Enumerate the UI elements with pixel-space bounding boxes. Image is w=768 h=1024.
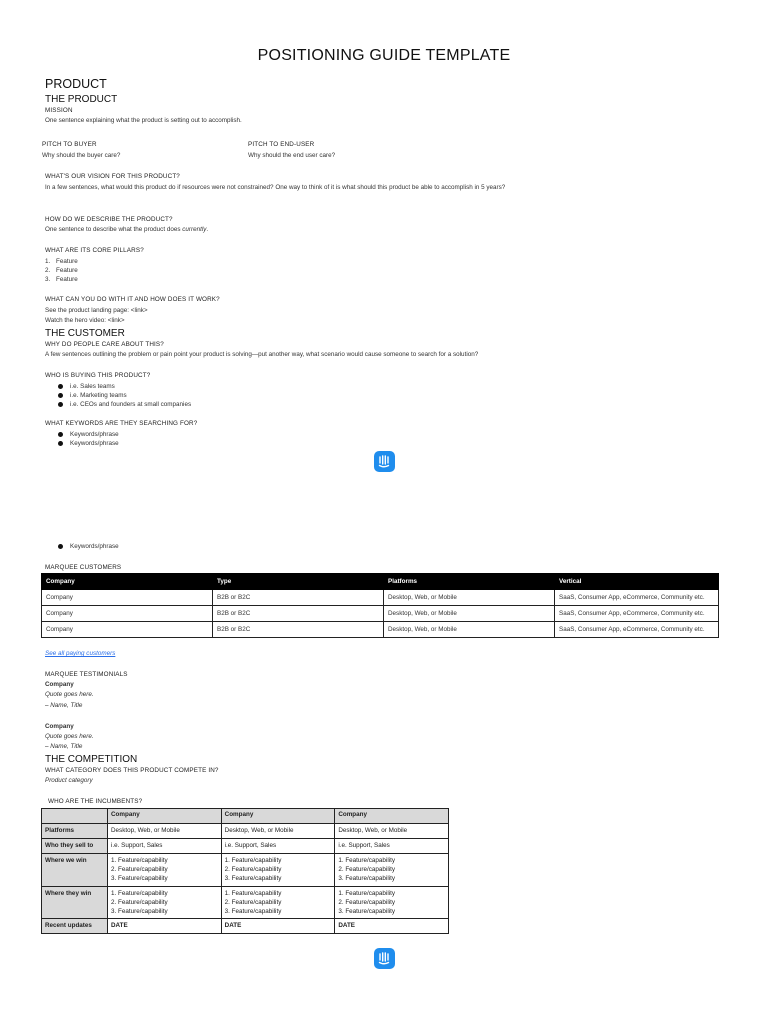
how-line-video: Watch the hero video: <link> (45, 317, 125, 324)
testimonial-attribution: – Name, Title (45, 743, 83, 750)
pillars-label: WHAT ARE ITS CORE PILLARS? (45, 247, 144, 254)
table-cell: Company (42, 622, 213, 638)
bullet-icon (58, 402, 63, 407)
list-item: 2. Feature (45, 267, 78, 274)
care-text: A few sentences outlining the problem or pain point your product is solving—put another way, what scenario would cause someone to search for a solution? (45, 351, 479, 358)
list-item: i.e. Sales teams (58, 383, 115, 390)
page-title: POSITIONING GUIDE TEMPLATE (257, 47, 511, 64)
table-cell: i.e. Support, Sales (335, 839, 449, 854)
row-header: Recent updates (42, 919, 108, 934)
bullet-icon (58, 441, 63, 446)
testimonials-label: MARQUEE TESTIMONIALS (45, 671, 128, 678)
bullet-icon (58, 393, 63, 398)
pitch-end-user-text: Why should the end user care? (248, 152, 336, 159)
table-cell: Desktop, Web, or Mobile (384, 622, 555, 638)
see-all-customers-link[interactable]: See all paying customers (45, 650, 116, 657)
column-header: Type (213, 574, 384, 590)
section-heading-product: PRODUCT (45, 77, 107, 91)
list-item: Keywords/phrase (58, 431, 119, 438)
column-header (42, 809, 108, 824)
table-header-row (42, 809, 449, 824)
table-cell: Company (42, 606, 213, 622)
table-header-row (42, 574, 719, 590)
row-header: Where we win (42, 854, 108, 887)
table-row (42, 622, 719, 638)
testimonial-company: Company (45, 723, 74, 730)
table-cell: B2B or B2C (213, 606, 384, 622)
table-cell: 1. Feature/capability 2. Feature/capability 3. Feature/capability (108, 886, 222, 919)
table-cell: DATE (335, 919, 449, 934)
category-label: WHAT CATEGORY DOES THIS PRODUCT COMPETE IN? (45, 767, 219, 774)
bullet-icon (58, 384, 63, 389)
table-cell: SaaS, Consumer App, eCommerce, Community etc. (555, 590, 719, 606)
customers-table (41, 573, 719, 638)
intercom-logo-icon (374, 451, 395, 472)
intercom-logo-icon (374, 948, 395, 969)
table-row (42, 839, 449, 854)
table-cell: i.e. Support, Sales (108, 839, 222, 854)
list-item: Keywords/phrase (58, 543, 119, 550)
subheading-the-competition: THE COMPETITION (45, 754, 138, 765)
bullet-icon (58, 432, 63, 437)
list-item: Keywords/phrase (58, 440, 119, 447)
table-cell: Desktop, Web, or Mobile (335, 824, 449, 839)
describe-text: One sentence to describe what the product does currently. (45, 226, 209, 233)
table-cell: 1. Feature/capability 2. Feature/capability 3. Feature/capability (221, 886, 335, 919)
pitch-end-user-label: PITCH TO END-USER (248, 141, 315, 148)
mission-label: MISSION (45, 107, 73, 114)
testimonial-quote: Quote goes here. (45, 733, 94, 740)
column-header: Company (221, 809, 335, 824)
describe-emphasis: currently (182, 226, 207, 233)
table-row (42, 886, 449, 919)
category-text: Product category (45, 777, 93, 784)
row-header: Where they win (42, 886, 108, 919)
list-item: i.e. CEOs and founders at small companies (58, 401, 191, 408)
column-header: Platforms (384, 574, 555, 590)
vision-text: In a few sentences, what would this product do if resources were not constrained? One way to think of it is what should this product be able to accomplish in 5 years? (45, 184, 506, 191)
table-cell: Desktop, Web, or Mobile (221, 824, 335, 839)
testimonial-company: Company (45, 681, 74, 688)
keywords-label: WHAT KEYWORDS ARE THEY SEARCHING FOR? (45, 420, 198, 427)
bullet-icon (58, 544, 63, 549)
competition-table (41, 808, 449, 934)
table-cell: 1. Feature/capability 2. Feature/capability 3. Feature/capability (108, 854, 222, 887)
table-cell: Desktop, Web, or Mobile (384, 606, 555, 622)
table-cell: SaaS, Consumer App, eCommerce, Community etc. (555, 622, 719, 638)
column-header: Vertical (555, 574, 719, 590)
table-cell: i.e. Support, Sales (221, 839, 335, 854)
subheading-the-customer: THE CUSTOMER (45, 328, 125, 339)
care-label: WHY DO PEOPLE CARE ABOUT THIS? (45, 341, 164, 348)
table-row (42, 606, 719, 622)
table-cell: SaaS, Consumer App, eCommerce, Community etc. (555, 606, 719, 622)
table-cell: 1. Feature/capability 2. Feature/capability 3. Feature/capability (335, 886, 449, 919)
how-line-landing: See the product landing page: <link> (45, 307, 148, 314)
table-row (42, 824, 449, 839)
table-row (42, 919, 449, 934)
row-header: Who they sell to (42, 839, 108, 854)
pitch-buyer-label: PITCH TO BUYER (42, 141, 97, 148)
column-header: Company (108, 809, 222, 824)
list-item: i.e. Marketing teams (58, 392, 127, 399)
table-cell: Desktop, Web, or Mobile (108, 824, 222, 839)
table-cell: 1. Feature/capability 2. Feature/capability 3. Feature/capability (221, 854, 335, 887)
row-header: Platforms (42, 824, 108, 839)
how-label: WHAT CAN YOU DO WITH IT AND HOW DOES IT WORK? (45, 296, 220, 303)
column-header: Company (42, 574, 213, 590)
table-cell: Desktop, Web, or Mobile (384, 590, 555, 606)
list-item: 3. Feature (45, 276, 78, 283)
list-item: 1. Feature (45, 258, 78, 265)
pitch-buyer-text: Why should the buyer care? (42, 152, 121, 159)
table-cell: DATE (221, 919, 335, 934)
table-cell: B2B or B2C (213, 590, 384, 606)
subheading-the-product: THE PRODUCT (45, 94, 118, 105)
vision-label: WHAT'S OUR VISION FOR THIS PRODUCT? (45, 173, 180, 180)
table-row (42, 854, 449, 887)
table-cell: DATE (108, 919, 222, 934)
table-cell: Company (42, 590, 213, 606)
testimonial-quote: Quote goes here. (45, 691, 94, 698)
incumbents-label: WHO ARE THE INCUMBENTS? (48, 798, 143, 805)
mission-text: One sentence explaining what the product is setting out to accomplish. (45, 117, 242, 124)
table-cell: B2B or B2C (213, 622, 384, 638)
describe-label: HOW DO WE DESCRIBE THE PRODUCT? (45, 216, 173, 223)
table-row (42, 590, 719, 606)
table-cell: 1. Feature/capability 2. Feature/capability 3. Feature/capability (335, 854, 449, 887)
marquee-customers-label: MARQUEE CUSTOMERS (45, 564, 122, 571)
buying-label: WHO IS BUYING THIS PRODUCT? (45, 372, 151, 379)
testimonial-attribution: – Name, Title (45, 702, 83, 709)
column-header: Company (335, 809, 449, 824)
